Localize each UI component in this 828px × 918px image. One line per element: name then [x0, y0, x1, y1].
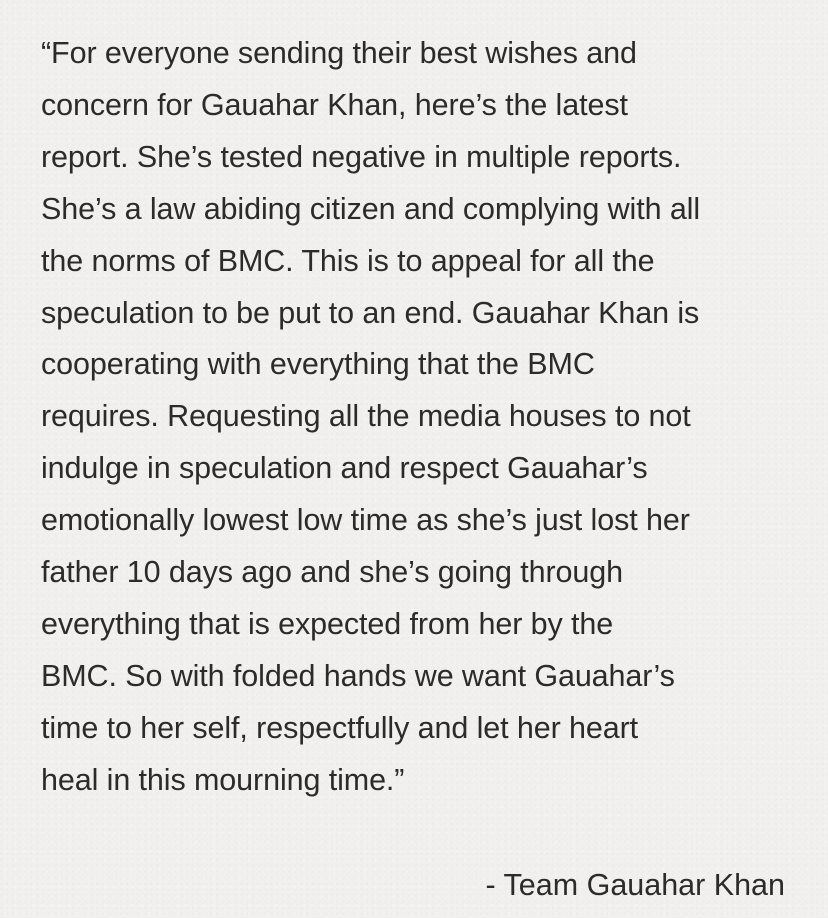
statement-line: father 10 days ago and she’s going through — [41, 555, 623, 590]
statement-line: BMC. So with folded hands we want Gauahar’s — [41, 658, 675, 693]
statement-line: the norms of BMC. This is to appeal for all the — [41, 243, 655, 278]
statement-line: “For everyone sending their best wishes and — [41, 36, 637, 70]
statement-line: speculation to be put to an end. Gauahar Khan is — [41, 295, 700, 330]
statement-text — [41, 28, 811, 807]
statement-line: everything that is expected from her by the — [41, 606, 614, 641]
statement-line: emotionally lowest low time as she’s just lost her — [41, 503, 690, 538]
statement-line: concern for Gauahar Khan, here’s the latest — [41, 87, 628, 122]
statement-line: cooperating with everything that the BMC — [41, 347, 595, 382]
statement-line: heal in this mourning time.” — [41, 762, 405, 797]
statement-line: time to her self, respectfully and let her heart — [41, 710, 639, 745]
signature: - Team Gauahar Khan — [485, 868, 785, 902]
statement-line: report. She’s tested negative in multiple reports. — [41, 139, 682, 174]
statement-line: She’s a law abiding citizen and complying with all — [41, 191, 701, 226]
statement-line: requires. Requesting all the media houses to not — [41, 399, 691, 434]
statement-line: indulge in speculation and respect Gauahar’s — [41, 451, 648, 486]
